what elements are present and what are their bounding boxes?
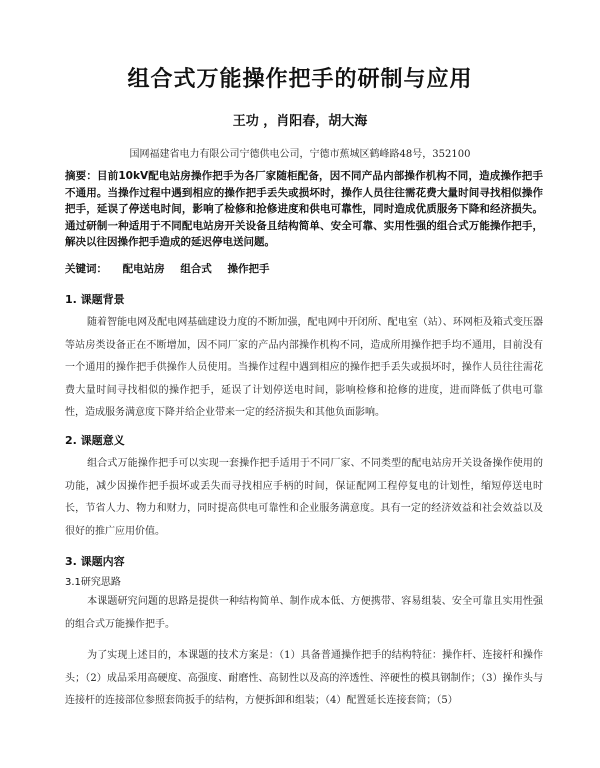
- section-text-background: 随着智能电网及配电网基础建设力度的不断加强，配电网中开闭所、配电室（站）、环网柜及箱式变压器等站房类设备正在不断增加，因不同厂家的产品内部操作机构不同，造成所用操作把手均不通用，目前没有一个通用的操作把手供操作人员使用。当操作过程中遇到相应的操作把手丢失或损坏时，操作人员往往需花费大量时间寻找相似的操作把手，延误了计划停送电时间，影响检修和抢修的进度，进而降低了供电可靠性，造成服务满意度下降并给企业带来一定的经济损失和其他负面影响。: [65, 317, 543, 418]
- section-text-significance: 组合式万能操作把手可以实现一套操作把手适用于不同厂家、不同类型的配电站房开关设备操作使用的功能，减少因操作把手损坏或丢失而寻找相应手柄的时间，保证配网工程停复电的计划性，缩短停送电时长，节省人力、物力和财力，同时提高供电可靠性和企业服务满意度。具有一定的经济效益和社会效益以及很好的推广应用价值。: [65, 458, 543, 537]
- keyword-item: 操作把手: [227, 263, 270, 275]
- section-text-approach: 本课题研究问题的思路是提供一种结构简单、制作成本低、方便携带、容易组装、安全可靠且实用性强的组合式万能操作把手。: [65, 596, 543, 630]
- keyword-item: 组合式: [180, 263, 212, 275]
- paper-authors: 王功 ，肖阳春，胡大海: [232, 114, 368, 129]
- subsection-heading-approach: 3.1研究思路: [65, 577, 121, 588]
- paper-affiliation: 国网福建省电力有限公司宁德供电公司，宁德市蕉城区鹤峰路48号，352100: [129, 149, 471, 160]
- section-heading-content: 3. 课题内容: [65, 555, 125, 568]
- paper-title: 组合式万能操作把手的研制与应用: [127, 67, 473, 92]
- section-text-technical-scheme: 为了实现上述目的，本课题的技术方案是：（1）具备普通操作把手的结构特征：操作杆、连接杆和操作头；（2）成品采用高硬度、高强度、耐磨性、高韧性以及高的淬透性、淬硬性的模具钢制作；（3）操作头与连接杆的连接部位参照套筒扳手的结构，方便拆卸和组装；（4）配置延长连接套筒；（5）: [65, 650, 543, 706]
- section-heading-background: 1. 课题背景: [65, 293, 125, 306]
- keyword-item: 配电站房: [122, 263, 165, 275]
- keywords-label: 关键词：: [65, 263, 107, 275]
- keywords: [65, 261, 543, 276]
- section-heading-significance: 2. 课题意义: [65, 434, 125, 447]
- abstract: 摘要：目前10kV配电站房操作把手为各厂家随柜配备，因不同产品内部操作机构不同，造成操作把手不通用。当操作过程中遇到相应的操作把手丢失或损坏时，操作人员往往需花费大量时间寻找相似操作把手，延误了停送电时间，影响了检修和抢修进度和供电可靠性，同时造成优质服务下降和经济损失。通过研制一种适用于不同配电站房开关设备且结构简单、安全可靠、实用性强的组合式万能操作把手，解决以往因操作把手造成的延迟停电送问题。: [65, 170, 543, 248]
